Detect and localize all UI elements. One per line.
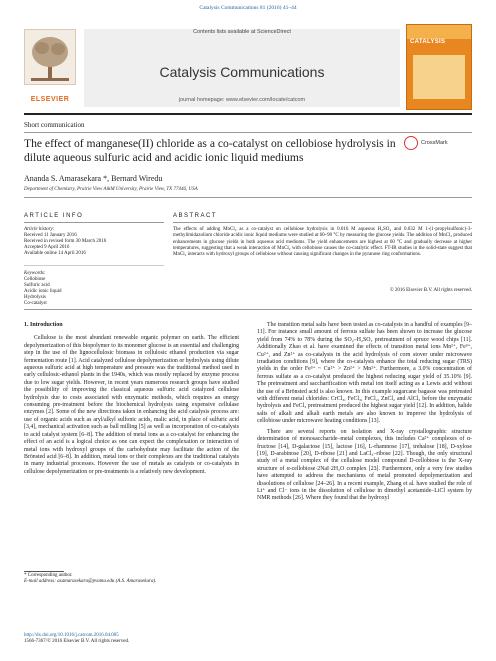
- publisher-name: ELSEVIER: [30, 96, 70, 103]
- authors: Ananda S. Amarasekara *, Bernard Wiredu: [24, 174, 163, 183]
- issn-copyright: 1566-7367/© 2016 Elsevier B.V. All rights reserved.: [24, 639, 130, 645]
- divider: [24, 197, 472, 198]
- footnote: [24, 573, 239, 586]
- article-history: [24, 227, 164, 257]
- author-email[interactable]: E-mail address: asamarasekara@pvamu.edu (A.S. Amarasekara).: [24, 579, 157, 585]
- keywords-label: Keywords:: [24, 271, 46, 276]
- divider: [173, 222, 472, 223]
- doi-block: [24, 633, 239, 646]
- body-right-column: [257, 322, 472, 503]
- history-item: Available online 14 April 2016: [24, 251, 86, 257]
- journal-cover[interactable]: [406, 24, 472, 110]
- abstract-text: The effects of adding MnCl₂ as a co-catalyst on cellobiose hydrolysis in 0.016 M aqueous H₂SO₄ and 0.032 M 1-(1-propylsulfonic)-3-methylimidazolium chloride acidic ionic liquid mediums were studied at 60–90 °C by measuring the glucose yields. The addition of MnCl₂ produced enhancements in glucose yields in both aqueous acid mediums. The yield enhancements are highest at 60 °C and gradually decrease at higher temperatures, suggesting that a weak interaction of MnCl₂ with cellobiose causes the co-catalytic effect. FT-IR studies in the solid-state suggest that MnCl₂ interacts with hydroxyl groups of cellobiose without causing significant changes in the pyranose ring conformations.: [173, 227, 472, 257]
- keyword: Sulfuric acid: [24, 283, 50, 289]
- contents-line[interactable]: Contents lists available at ScienceDirect: [193, 29, 291, 35]
- keywords: [24, 271, 164, 308]
- abstract-heading: ABSTRACT: [173, 213, 218, 219]
- keyword: Co-catalyst: [24, 301, 47, 307]
- doi-link[interactable]: http://dx.doi.org/10.1016/j.catcom.2016.04.005: [24, 633, 119, 638]
- affiliation: Department of Chemistry, Prairie View A&M University, Prairie View, TX 77446, USA: [24, 187, 198, 192]
- crossmark-icon: [404, 136, 418, 150]
- paragraph: There are several reports on isolation and X-ray crystallographic structure determination of monosaccharide–metal complexes, this includes Ca²⁺ complexes of α-fructose [14], D-galactose [15], lactose [16], L-rhamnose [17], trehalose [18], D-xylose [19], D-arabinose [20], D-ribose [21] and LaCl₃–ribose [22]. Though, the only structural study of a metal complex of the cellulose model compound D-cellobiose is the X-ray structure of α-cellobiose·2NaI·2H₂O complex [23]. Furthermore, only a very few studies have attempted to address the mechanisms of metal promoted depolymerization and dissolutions of cellulose [24–26]. In a recent example, Zhang et al. have studied the role of Li⁺ and Cl⁻ ions in the dissolution of cellulose in dimethyl acetamide–LiCl system by NMR methods [26]. Where they found that the hydroxyl: [257, 428, 472, 502]
- article-info-heading: ARTICLE INFO: [24, 213, 84, 219]
- crossmark-button[interactable]: [404, 136, 464, 152]
- running-header[interactable]: Catalysis Communications 81 (2016) 41–44: [199, 5, 297, 11]
- divider: [24, 309, 472, 310]
- journal-homepage[interactable]: journal homepage: www.elsevier.com/locate/catcom: [178, 97, 306, 103]
- history-label: Article history:: [24, 227, 55, 232]
- divider: [24, 265, 164, 266]
- divider: [24, 222, 164, 223]
- cover-band: [407, 25, 471, 39]
- paragraph: The transition metal salts have been tested as co-catalysts in a handful of examples [9–11]. For instance small amount of ferrous sulfate has been shown to increase the glucose yield from 74% to 78% during the SO₂–H₂SO₃ pretreatment of spruce wood chips [11]. Additionally Zhao et al. have examined the effects of transition metal ions Mn²⁺, Fe³⁺, Cu²⁺, and Zn²⁺ as co-catalysts in the acid hydrolysis of corn stover under microwave irradiation conditions [9], where the co-catalysts enhance the total reducing sugar (TRS) yields in the order Fe³⁺ ~ Cu²⁺ > Zn²⁺ > Mn²⁺. Furthermore, a 3.0% concentration of ferrous sulfate as a co-catalyst produced the highest reducing sugar yield of 35.10% [9]. The pretreatment and saccharification with metal ion itself acting as a Lewis acid without the use of a Brönsted acid is also known. In this example sugarcane bagasse was pretreated with different metal chlorides: CrCl₃, FeCl₃, FeCl₂, ZnCl₂ and AlCl₃ before the enzymatic hydrolysis and FeCl₃ pretreatment produced the highest sugar yield [12]. In addition, halide salts of alkali and alkali earth metals are also known to improve the hydrolysis of cellobiose under microwave heating conditions [13].: [257, 322, 472, 425]
- keyword: Cellobiose: [24, 277, 46, 283]
- elsevier-tree-icon: [24, 29, 76, 85]
- masthead-rule: [24, 113, 472, 115]
- section-type: Short communication: [24, 121, 85, 129]
- footnote-rule: [24, 571, 64, 572]
- crossmark-label: CrossMark: [421, 140, 448, 146]
- journal-title[interactable]: Catalysis Communications: [159, 64, 325, 80]
- keyword: Hydrolysis: [24, 295, 46, 301]
- body-left-column: [24, 322, 239, 476]
- corresponding-note: * Corresponding author.: [24, 573, 73, 578]
- history-item: Received in revised form 30 March 2016: [24, 239, 107, 245]
- paragraph: Cellulose is the most abundant renewable organic polymer on earth. The efficient depolymerization of this biopolymer to its monomer glucose is an essential and challenging step in the use of the lignocellulosic biomass in cellulosic ethanol production via sugar fermentation route [1]. Acid catalyzed cellulose depolymerization or hydrolysis using dilute aqueous sulfuric acid at high temperature and pressure was the traditional method used in early cellulosic-ethanol plants in the 1940s, which was mostly replaced by enzyme process due to low sugar yields. However, in recent years numerous research groups have studied the possibility of improving the classical aqueous sulfuric acid catalyzed cellulose hydrolysis due to costs associated with enzymatic methods, which requires an energy consuming pre-treatment before the biochemical hydrolysis using expensive cellulase enzymes [2]. Some of the new directions taken in enhancing the acid catalysis process are: use of organic acids such as aryl/alkyl sulfonic acids, malic acid, in place of sulfuric acid [3,4], mechanical activation such as ball milling [5] as well as incorporation of co-catalysts to acid catalyst system [6–8]. The addition of metal ions as a co-catalyst for enhancing the effect of an acid is a logical choice as one can expect the complexation or interaction of metal ions with hydroxyl groups of the carbohydrate may facilitate the action of the Brönsted acid [6–8]. In addition, metal ions or their complexes are the traditional catalysts in many industrial processes. However the use of metals as catalysts or co-catalysts in cellulose depolymerization or pre-treatments is a relatively new development.: [24, 335, 239, 475]
- history-item: Received 11 January 2016: [24, 233, 77, 239]
- divider: [24, 132, 472, 133]
- cover-title: CATALYSIS: [410, 39, 446, 45]
- article-title: The effect of manganese(II) chloride as a co-catalyst on cellobiose hydrolysis in dilute aqueous sulfuric acid and acidic ionic liquid mediums: [24, 137, 396, 164]
- elsevier-logo: [24, 29, 76, 99]
- abstract-copyright: © 2016 Elsevier B.V. All rights reserved.: [389, 288, 472, 293]
- keyword: Acidic ionic liquid: [24, 289, 62, 295]
- cover-image: [413, 55, 465, 99]
- history-item: Accepted 9 April 2016: [24, 245, 70, 251]
- section-heading: 1. Introduction: [24, 322, 63, 328]
